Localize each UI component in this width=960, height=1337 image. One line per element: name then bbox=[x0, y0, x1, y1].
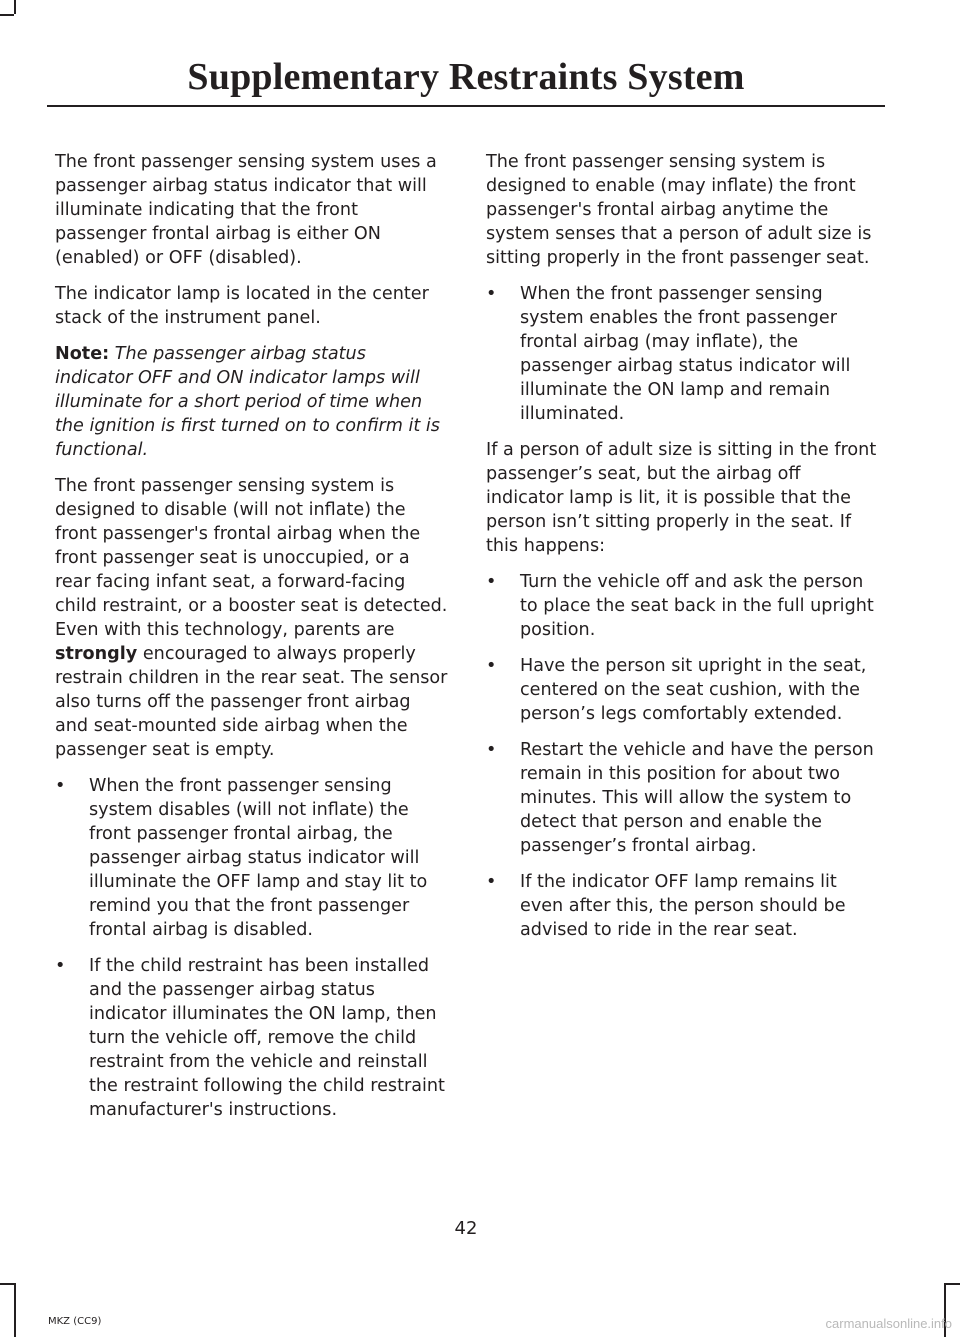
list-item bbox=[486, 570, 881, 642]
bullet-icon: • bbox=[55, 776, 66, 796]
bullet-list bbox=[486, 570, 881, 942]
bullet-list bbox=[486, 282, 881, 426]
bullet-icon: • bbox=[486, 284, 497, 304]
list-item bbox=[486, 654, 881, 726]
right-column bbox=[486, 150, 881, 954]
page-title: Supplementary Restraints System bbox=[187, 56, 745, 98]
crop-mark-top-left bbox=[14, 0, 16, 14]
left-column bbox=[55, 150, 448, 1134]
list-item bbox=[486, 870, 881, 942]
page-number: 42 bbox=[454, 1218, 478, 1239]
header-divider bbox=[47, 105, 885, 107]
paragraph-text: The front passenger sensing system is designed to disable (will not inflate) the front passenger's frontal airbag when the front passenger seat is unoccupied, or a rear facing infant seat, a forward-facing child restraint, or a booster seat is detected. Even with this technology, parents are bbox=[55, 476, 448, 640]
note-text: The passenger airbag status indicator OFF and ON indicator lamps will illuminate for a short period of time when the ignition is first turned on to confirm it is functional. bbox=[55, 344, 440, 460]
bullet-icon: • bbox=[55, 956, 66, 976]
bullet-icon: • bbox=[486, 572, 497, 592]
list-item-text: Restart the vehicle and have the person remain in this position for about two minutes. This will allow the system to detect that person and enable the passenger’s frontal airbag. bbox=[520, 740, 874, 856]
paragraph: If a person of adult size is sitting in the front passenger’s seat, but the airbag off indicator lamp is lit, it is possible that the person isn’t sitting properly in the seat. If this happens: bbox=[486, 440, 877, 556]
note-paragraph bbox=[55, 342, 448, 462]
paragraph: The front passenger sensing system uses a passenger airbag status indicator that will illuminate indicating that the front passenger frontal airbag is either ON (enabled) or OFF (disabled). bbox=[55, 152, 437, 268]
list-item bbox=[486, 738, 881, 858]
list-item-text: When the front passenger sensing system enables the front passenger frontal airbag (may inflate), the passenger airbag status indicator will illuminate the ON lamp and remain illuminated. bbox=[520, 284, 851, 424]
list-item bbox=[55, 774, 448, 942]
list-item bbox=[486, 282, 881, 426]
list-item-text: Have the person sit upright in the seat, centered on the seat cushion, with the person’s legs comfortably extended. bbox=[520, 656, 867, 724]
list-item-text: When the front passenger sensing system disables (will not inflate) the front passenger frontal airbag, the passenger airbag status indicator will illuminate the OFF lamp and stay lit to remind you that the front passenger frontal airbag is disabled. bbox=[89, 776, 428, 940]
list-item-text: If the indicator OFF lamp remains lit even after this, the person should be advised to ride in the rear seat. bbox=[520, 872, 846, 940]
note-label: Note: bbox=[55, 344, 110, 364]
crop-mark-bottom-left bbox=[14, 1283, 16, 1337]
model-code: MKZ (CC9) bbox=[48, 1316, 102, 1327]
bullet-list bbox=[55, 774, 448, 1122]
paragraph bbox=[55, 474, 448, 762]
list-item-text: Turn the vehicle off and ask the person to place the seat back in the full upright position. bbox=[520, 572, 874, 640]
paragraph: The indicator lamp is located in the center stack of the instrument panel. bbox=[55, 284, 429, 328]
bullet-icon: • bbox=[486, 740, 497, 760]
crop-mark-bottom-left-h bbox=[0, 1283, 14, 1285]
bullet-icon: • bbox=[486, 872, 497, 892]
paragraph: The front passenger sensing system is designed to enable (may inflate) the front passenger's frontal airbag anytime the system senses that a person of adult size is sitting properly in the front passenger seat. bbox=[486, 152, 872, 268]
crop-mark-top-left-h bbox=[0, 14, 14, 16]
list-item bbox=[55, 954, 448, 1122]
paragraph-text: encouraged to always properly restrain children in the rear seat. The sensor also turns off the passenger front airbag and seat-mounted side airbag when the passenger seat is empty. bbox=[55, 644, 448, 760]
crop-mark-bottom-right-h bbox=[946, 1283, 960, 1285]
watermark: carmanualsonline.info bbox=[825, 1316, 952, 1331]
emphasis-text: strongly bbox=[55, 644, 138, 664]
bullet-icon: • bbox=[486, 656, 497, 676]
list-item-text: If the child restraint has been installed and the passenger airbag status indicator illuminates the ON lamp, then turn the vehicle off, remove the child restraint from the vehicle and reinstall the restraint following the child restraint manufacturer's instructions. bbox=[89, 956, 445, 1120]
